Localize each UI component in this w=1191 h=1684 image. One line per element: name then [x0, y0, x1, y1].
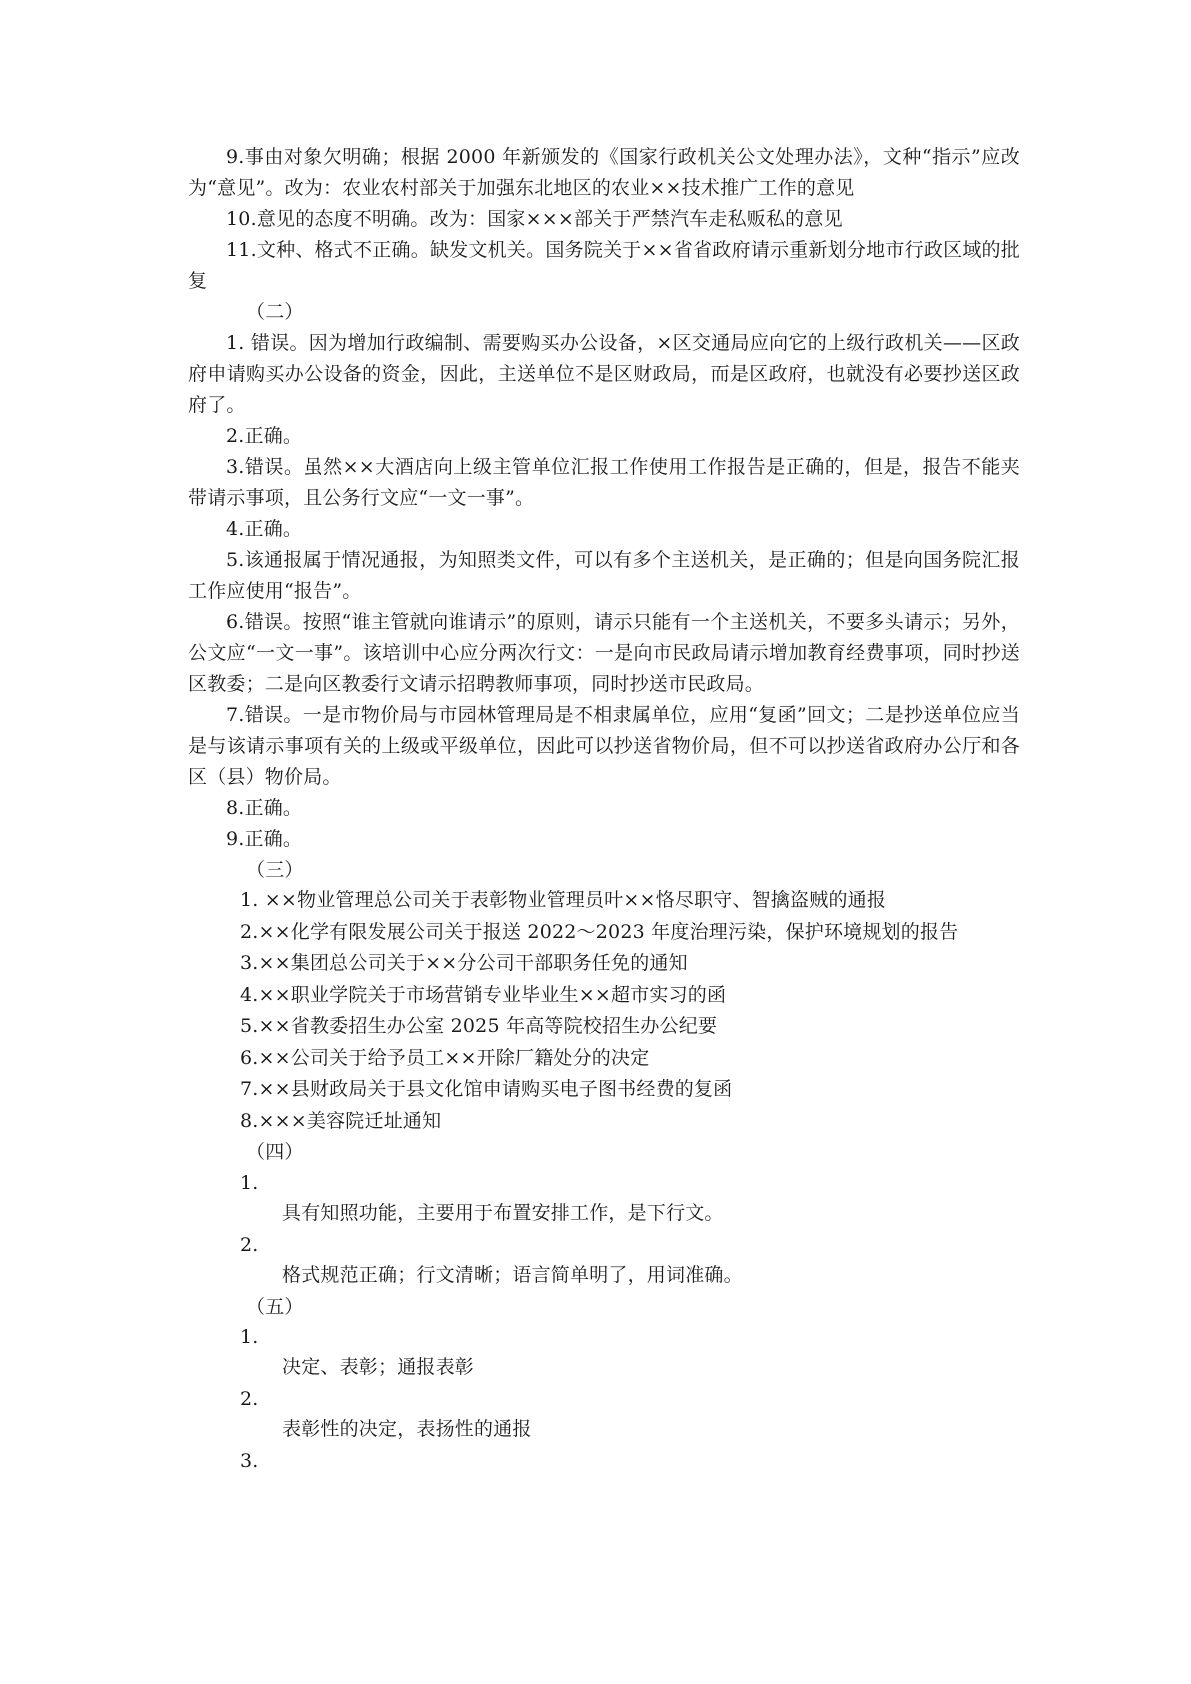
answer-paragraph: 4.正确。: [226, 517, 303, 540]
answer-text: 具有知照功能，主要用于布置安排工作，是下行文。: [282, 1201, 724, 1224]
question-number: 2.: [240, 1388, 259, 1410]
answer-text: 表彰性的决定，表扬性的通报: [282, 1418, 532, 1440]
section-heading-5: （五）: [246, 1295, 304, 1318]
list-item: 1. ××物业管理总公司关于表彰物业管理员叶××恪尽职守、智擒盗贼的通报: [240, 889, 887, 911]
answer-paragraph: 6.错误。按照“谁主管就向谁请示”的原则，请示只能有一个主送机关，不要多头请示；另外，公文应“一文一事”。该培训中心应分两次行文：一是向市民政局请示增加教育经费事项，同时抄送区教委；二是向区教委行文请示招聘教师事项，同时抄送市民政局。: [188, 610, 1020, 695]
part3-section: [188, 855, 1020, 1138]
answer-paragraph: 11.文种、格式不正确。缺发文机关。国务院关于××省省政府请示重新划分地市行政区域的批复: [188, 239, 1020, 292]
list-item: 7.××县财政局关于县文化馆申请购买电子图书经费的复函: [240, 1078, 733, 1100]
list-item: 3.××集团总公司关于××分公司干部职务任免的通知: [240, 952, 688, 974]
section-heading-2: （二）: [246, 301, 304, 323]
list-item: 2.××化学有限发展公司关于报送 2022～2023 年度治理污染，保护环境规划的报告: [240, 920, 959, 943]
answer-paragraph: 7.错误。一是市物价局与市园林管理局是不相隶属单位，应用“复函”回文；二是抄送单位应当是与该请示事项有关的上级或平级单位，因此可以抄送省物价局，但不可以抄送省政府办公厅和各区（县）物价局。: [188, 703, 1020, 788]
answer-paragraph: 9.正确。: [226, 827, 303, 850]
document-page: [188, 142, 1020, 1476]
answer-paragraph: 9.事由对象欠明确；根据 2000 年新颁发的《国家行政机关公文处理办法》，文种“指示”应改为“意见”。改为：农业农村部关于加强东北地区的农业××技术推广工作的意见: [188, 146, 1020, 199]
answer-text: 决定、表彰；通报表彰: [282, 1356, 475, 1378]
answer-paragraph: 8.正确。: [226, 796, 303, 819]
question-number: 1.: [240, 1171, 259, 1194]
question-number: 3.: [240, 1450, 259, 1472]
part2-section: [188, 297, 1020, 855]
part1-section: [188, 142, 1020, 297]
question-number: 2.: [240, 1233, 259, 1256]
list-item: 5.××省教委招生办公室 2025 年高等院校招生办公纪要: [240, 1015, 718, 1037]
question-number: 1.: [240, 1326, 259, 1348]
list-item: 4.××职业学院关于市场营销专业毕业生××超市实习的函: [240, 983, 727, 1006]
answer-paragraph: 1. 错误。因为增加行政编制、需要购买办公设备，×区交通局应向它的上级行政机关——区政府申请购买办公设备的资金，因此，主送单位不是区财政局，而是区政府，也就没有必要抄送区政府了。: [188, 331, 1020, 416]
section-heading-4: （四）: [246, 1141, 304, 1163]
answer-text: 格式规范正确；行文清晰；语言简单明了，用词准确。: [282, 1263, 743, 1286]
list-item: 6.××公司关于给予员工××开除厂籍处分的决定: [240, 1046, 650, 1069]
part5-section: [188, 1292, 1020, 1477]
answer-paragraph: 10.意见的态度不明确。改为：国家×××部关于严禁汽车走私贩私的意见: [226, 208, 843, 230]
list-item: 8.×××美容院迁址通知: [240, 1109, 442, 1132]
answer-paragraph: 2.正确。: [226, 424, 303, 447]
answer-paragraph: 5.该通报属于情况通报，为知照类文件，可以有多个主送机关，是正确的；但是向国务院汇报工作应使用“报告”。: [188, 548, 1020, 602]
section-heading-3: （三）: [246, 858, 304, 881]
answer-paragraph: 3.错误。虽然××大酒店向上级主管单位汇报工作使用工作报告是正确的，但是，报告不能夹带请示事项，且公务行文应“一文一事”。: [188, 455, 1020, 509]
part4-section: [188, 1137, 1020, 1290]
